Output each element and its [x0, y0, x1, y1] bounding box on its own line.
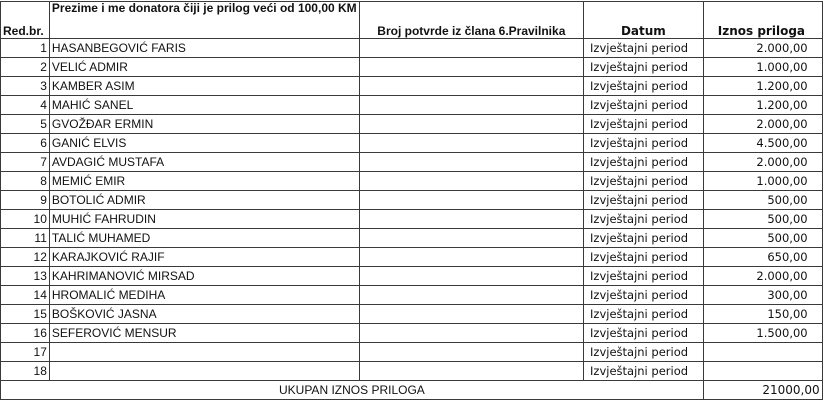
donor-name-cell: TALIĆ MUHAMED: [49, 229, 359, 248]
confirmation-number-cell: [359, 191, 583, 210]
edge-cell: [822, 96, 828, 115]
edge-cell: [822, 115, 828, 134]
edge-cell: [822, 381, 828, 400]
donor-name-cell: [49, 343, 359, 362]
donor-name-cell: HROMALIĆ MEDIHA: [49, 286, 359, 305]
row-number-cell: 13: [1, 267, 50, 286]
table-row: [1, 77, 828, 96]
amount-cell: 4.500,00: [703, 134, 822, 153]
confirmation-number-cell: [359, 58, 583, 77]
row-number-cell: 6: [1, 134, 50, 153]
donor-name-cell: KAMBER ASIM: [49, 77, 359, 96]
confirmation-number-cell: [359, 172, 583, 191]
amount-cell: 2.000,00: [703, 39, 822, 58]
row-number-cell: 17: [1, 343, 50, 362]
header-confirmation-number: Broj potvrde iz člana 6.Pravilnika: [359, 2, 583, 39]
edge-column: [822, 2, 828, 39]
date-cell: Izvještajni period: [584, 134, 704, 153]
edge-cell: [822, 324, 828, 343]
header-donor-name: Prezime i me donatora čiji je prilog veći od 100,00 KM: [49, 2, 359, 39]
amount-cell: 1.000,00: [703, 172, 822, 191]
table-row: [1, 58, 828, 77]
date-cell: Izvještajni period: [584, 191, 704, 210]
edge-cell: [822, 305, 828, 324]
amount-cell: 1.200,00: [703, 77, 822, 96]
table-row: [1, 267, 828, 286]
date-cell: Izvještajni period: [584, 324, 704, 343]
edge-cell: [822, 172, 828, 191]
amount-cell: 1.200,00: [703, 96, 822, 115]
row-number-cell: 14: [1, 286, 50, 305]
row-number-cell: 2: [1, 58, 50, 77]
edge-cell: [822, 210, 828, 229]
donor-name-cell: VELIĆ ADMIR: [49, 58, 359, 77]
row-number-cell: 7: [1, 153, 50, 172]
donations-table: [0, 1, 828, 400]
date-cell: Izvještajni period: [584, 343, 704, 362]
date-cell: Izvještajni period: [584, 58, 704, 77]
date-cell: Izvještajni period: [584, 362, 704, 381]
edge-cell: [822, 39, 828, 58]
table-row: [1, 343, 828, 362]
confirmation-number-cell: [359, 248, 583, 267]
header-date: Datum: [584, 2, 704, 39]
total-label: UKUPAN IZNOS PRILOGA: [1, 381, 704, 400]
table-row: [1, 191, 828, 210]
date-cell: Izvještajni period: [584, 96, 704, 115]
row-number-cell: 11: [1, 229, 50, 248]
row-number-cell: 3: [1, 77, 50, 96]
table-row: [1, 39, 828, 58]
confirmation-number-cell: [359, 115, 583, 134]
donor-name-cell: GVOŽĐAR ERMIN: [49, 115, 359, 134]
amount-cell: [703, 362, 822, 381]
date-cell: Izvještajni period: [584, 286, 704, 305]
table-row: [1, 96, 828, 115]
date-cell: Izvještajni period: [584, 229, 704, 248]
date-cell: Izvještajni period: [584, 153, 704, 172]
date-cell: Izvještajni period: [584, 39, 704, 58]
date-cell: Izvještajni period: [584, 267, 704, 286]
table-row: [1, 305, 828, 324]
donor-name-cell: MUHIĆ FAHRUDIN: [49, 210, 359, 229]
table-row: [1, 172, 828, 191]
amount-cell: 2.000,00: [703, 115, 822, 134]
date-cell: Izvještajni period: [584, 77, 704, 96]
amount-cell: 150,00: [703, 305, 822, 324]
table-row: [1, 362, 828, 381]
confirmation-number-cell: [359, 286, 583, 305]
confirmation-number-cell: [359, 267, 583, 286]
row-number-cell: 9: [1, 191, 50, 210]
confirmation-number-cell: [359, 96, 583, 115]
donor-name-cell: [49, 362, 359, 381]
donor-name-cell: BOTOLIĆ ADMIR: [49, 191, 359, 210]
confirmation-number-cell: [359, 362, 583, 381]
row-number-cell: 10: [1, 210, 50, 229]
amount-cell: 500,00: [703, 229, 822, 248]
amount-cell: 650,00: [703, 248, 822, 267]
confirmation-number-cell: [359, 343, 583, 362]
header-amount: Iznos priloga: [703, 2, 822, 39]
table-row: [1, 324, 828, 343]
donor-name-cell: MEMIĆ EMIR: [49, 172, 359, 191]
edge-cell: [822, 153, 828, 172]
confirmation-number-cell: [359, 77, 583, 96]
row-number-cell: 18: [1, 362, 50, 381]
donor-name-cell: GANIĆ ELVIS: [49, 134, 359, 153]
edge-cell: [822, 77, 828, 96]
table-row: [1, 153, 828, 172]
row-number-cell: 5: [1, 115, 50, 134]
confirmation-number-cell: [359, 210, 583, 229]
confirmation-number-cell: [359, 324, 583, 343]
table-row: [1, 229, 828, 248]
edge-cell: [822, 229, 828, 248]
amount-cell: 1.500,00: [703, 324, 822, 343]
edge-cell: [822, 286, 828, 305]
row-number-cell: 8: [1, 172, 50, 191]
table-row: [1, 248, 828, 267]
date-cell: Izvještajni period: [584, 115, 704, 134]
donor-name-cell: SEFEROVIĆ MENSUR: [49, 324, 359, 343]
donor-name-cell: BOŠKOVIĆ JASNA: [49, 305, 359, 324]
date-cell: Izvještajni period: [584, 210, 704, 229]
date-cell: Izvještajni period: [584, 172, 704, 191]
row-number-cell: 16: [1, 324, 50, 343]
confirmation-number-cell: [359, 305, 583, 324]
table-body: [1, 39, 828, 381]
header-row: [1, 2, 828, 39]
amount-cell: 1.000,00: [703, 58, 822, 77]
donor-name-cell: HASANBEGOVIĆ FARIS: [49, 39, 359, 58]
edge-cell: [822, 134, 828, 153]
table-row: [1, 286, 828, 305]
amount-cell: 500,00: [703, 191, 822, 210]
confirmation-number-cell: [359, 229, 583, 248]
row-number-cell: 4: [1, 96, 50, 115]
row-number-cell: 12: [1, 248, 50, 267]
total-row: [1, 381, 828, 400]
table-row: [1, 115, 828, 134]
edge-cell: [822, 58, 828, 77]
amount-cell: 500,00: [703, 210, 822, 229]
date-cell: Izvještajni period: [584, 248, 704, 267]
total-amount: 21000,00: [703, 381, 822, 400]
amount-cell: 300,00: [703, 286, 822, 305]
confirmation-number-cell: [359, 153, 583, 172]
amount-cell: 2.000,00: [703, 267, 822, 286]
donor-name-cell: MAHIĆ SANEL: [49, 96, 359, 115]
header-rb: Red.br.: [1, 2, 50, 39]
row-number-cell: 1: [1, 39, 50, 58]
edge-cell: [822, 191, 828, 210]
edge-cell: [822, 343, 828, 362]
donor-name-cell: KAHRIMANOVIĆ MIRSAD: [49, 267, 359, 286]
row-number-cell: 15: [1, 305, 50, 324]
edge-cell: [822, 362, 828, 381]
table-row: [1, 134, 828, 153]
date-cell: Izvještajni period: [584, 305, 704, 324]
confirmation-number-cell: [359, 39, 583, 58]
donor-name-cell: AVDAGIĆ MUSTAFA: [49, 153, 359, 172]
donor-name-cell: KARAJKOVIĆ RAJIF: [49, 248, 359, 267]
edge-cell: [822, 267, 828, 286]
table-row: [1, 210, 828, 229]
confirmation-number-cell: [359, 134, 583, 153]
amount-cell: [703, 343, 822, 362]
edge-cell: [822, 248, 828, 267]
amount-cell: 2.000,00: [703, 153, 822, 172]
